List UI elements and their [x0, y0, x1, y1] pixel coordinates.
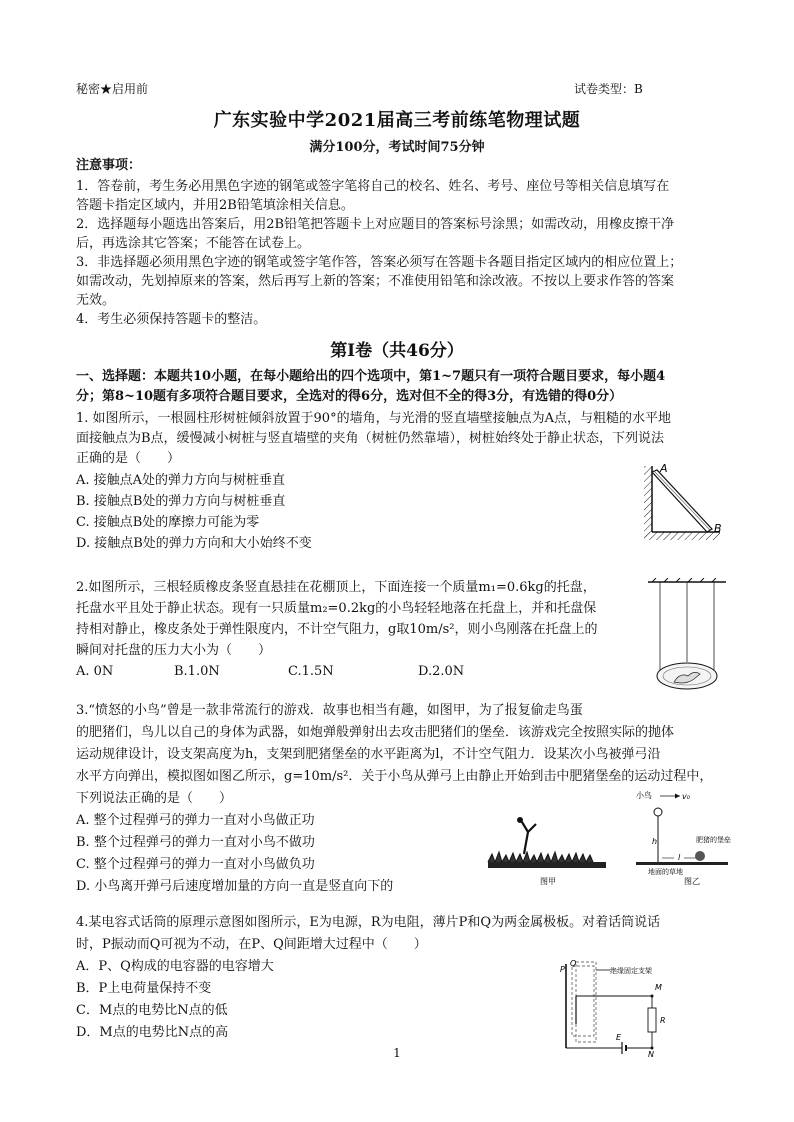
- notice-line: 3．非选择题必须用黑色字迹的钢笔或签字笔作答，答案必须写在答题卡各题目指定区域内的相应位置上；: [76, 255, 683, 270]
- q3-stem-line: 的肥猪们，鸟儿以自己的身体为武器，如炮弹般弹射出去攻击肥猪们的堡垒．该游戏完全按照实际的抛体: [76, 725, 675, 740]
- notice-line: 答题卡指定区域内，并用2B铅笔填涂相关信息。: [76, 198, 354, 213]
- q1-stem-line: 正确的是（ ）: [76, 451, 181, 466]
- q3-option-b: B. 整个过程弹弓的弹力一直对小鸟不做功: [76, 835, 315, 850]
- page-number: 1: [393, 1046, 401, 1060]
- fig-label-l: l: [678, 853, 681, 862]
- fig-label-h: h: [652, 837, 658, 846]
- q4-option-d: D．M点的电势比N点的高: [76, 1025, 229, 1040]
- q4-option-c: C．M点的电势比N点的低: [76, 1003, 228, 1018]
- q2-option-b: B.1.0N: [174, 664, 220, 679]
- q4-stem-line: 4.某电容式话筒的原理示意图如图所示，E为电源，R为电阻，薄片P和Q为两金属极板。对着话筒说话: [76, 915, 661, 930]
- label-n: N: [648, 1050, 654, 1058]
- notice-line: 如需改动，先划掉原来的答案，然后再写上新的答案；不准使用铅笔和涂改液。不按以上要求作答的答案: [76, 274, 675, 289]
- label-support: 绝缘固定支架: [610, 967, 652, 975]
- q3-stem-line: 下列说法正确的是（ ）: [76, 791, 233, 806]
- q2-stem-line: 托盘水平且处于静止状态。现有一只质量m₂=0.2kg的小鸟轻轻地落在托盘上，并和托盘保: [76, 601, 597, 616]
- fig-yi-label: 图乙: [684, 877, 700, 886]
- q1-label-a: A: [660, 462, 668, 475]
- fig-label-fort: 肥猪的堡垒: [696, 836, 731, 844]
- q1-option-d: D. 接触点B处的弹力方向和大小始终不变: [76, 536, 312, 551]
- secret-label: 秘密★启用前: [76, 82, 149, 96]
- label-r: R: [660, 1016, 666, 1025]
- q3-option-d: D. 小鸟离开弹弓后速度增加量的方向一直是竖直向下的: [76, 879, 394, 894]
- label-e: E: [616, 1033, 622, 1042]
- q3-option-a: A. 整个过程弹弓的弹力一直对小鸟做正功: [76, 813, 315, 828]
- q1-figure: [630, 460, 730, 550]
- figure-jia: [488, 817, 606, 886]
- part-heading-line: 分；第8~10题有多项符合题目要求，全选对的得6分，选对但不全的得3分，有选错的得0分）: [76, 389, 623, 404]
- page-title: 广东实验中学2021届高三考前练笔物理试题: [213, 110, 581, 131]
- q1-option-a: A. 接触点A处的弹力方向与树桩垂直: [76, 473, 286, 488]
- q3-stem-line: 运动规律设计，设支架高度为h，支架到肥猪堡垒的水平距离为l，不计空气阻力．设某次小鸟被弹弓沿: [76, 747, 661, 762]
- part-heading-line: 一、选择题：本题共10小题，在每小题给出的四个选项中，第1~7题只有一项符合题目要求，每小题4: [76, 369, 666, 384]
- q2-stem-line: 持相对静止，橡皮条处于弹性限度内，不计空气阻力，g取10m/s²，则小鸟刚落在托盘上的: [76, 622, 598, 637]
- q4-stem-line: 时，P振动而Q可视为不动，在P、Q间距增大过程中（ ）: [76, 937, 427, 952]
- q1-stem-line: 面接触点为B点，缓慢减小树桩与竖直墙壁的夹角（树桩仍然靠墙），树桩始终处于静止状态，下列说法: [76, 431, 665, 446]
- q3-option-c: C. 整个过程弹弓的弹力一直对小鸟做负功: [76, 857, 315, 872]
- paper-type: 试卷类型：B: [574, 82, 643, 96]
- fig-label-v0: v₀: [682, 792, 690, 801]
- slingshot-icon: [522, 822, 536, 854]
- label-m: M: [655, 983, 662, 992]
- q2-stem-line: 瞬间对托盘的压力大小为（ ）: [76, 643, 272, 658]
- notice-line: 2．选择题每小题选出答案后，用2B铅笔把答题卡上对应题目的答案标号涂黑；如需改动，用橡皮擦干净: [76, 217, 675, 232]
- fig-label-bird: 小鸟: [636, 791, 652, 800]
- label-q: Q: [570, 959, 577, 968]
- q2-option-c: C.1.5N: [288, 664, 334, 679]
- figure-yi: [636, 790, 731, 886]
- q1-option-c: C. 接触点B处的摩擦力可能为零: [76, 515, 260, 530]
- q2-figure: [644, 578, 730, 698]
- q3-stem-line: 水平方向弹出，模拟图如图乙所示，g=10m/s²．关于小鸟从弹弓上由静止开始到击中肥猪堡垒的运动过程中，: [76, 769, 713, 784]
- q1-label-b: B: [714, 522, 722, 535]
- q2-option-a: A. 0N: [76, 664, 114, 679]
- section-heading: 第Ⅰ卷（共46分）: [330, 341, 464, 361]
- q3-figures: [486, 790, 732, 890]
- notice-heading: 注意事项：: [76, 158, 142, 173]
- q2-stem-line: 2.如图所示，三根轻质橡皮条竖直悬挂在花棚顶上，下面连接一个质量m₁=0.6kg的托盘，: [76, 580, 596, 595]
- q4-figure: [552, 956, 702, 1058]
- q3-stem-line: 3.“愤怒的小鸟”曾是一款非常流行的游戏．故事也相当有趣，如图甲，为了报复偷走鸟蛋: [76, 703, 583, 718]
- q4-option-a: A．P、Q构成的电容器的电容增大: [76, 959, 274, 974]
- notice-line: 1．答卷前，考生务必用黑色字迹的钢笔或签字笔将自己的校名、姓名、考号、座位号等相关信息填写在: [76, 179, 670, 194]
- q4-option-b: B．P上电荷量保持不变: [76, 981, 212, 996]
- page-subtitle: 满分100分，考试时间75分钟: [309, 140, 485, 155]
- q1-option-b: B. 接触点B处的弹力方向与树桩垂直: [76, 494, 286, 509]
- q2-option-d: D.2.0N: [418, 664, 465, 679]
- q1-stem-line: 1. 如图所示，一根圆柱形树桩倾斜放置于90°的墙角，与光滑的竖直墙壁接触点为A点，与粗糙的水平地: [76, 411, 671, 426]
- label-p: P: [560, 965, 565, 974]
- fig-label-ground: 地面的草地: [648, 868, 683, 876]
- notice-line: 无效。: [76, 293, 116, 308]
- notice-line: 4．考生必须保持答题卡的整洁。: [76, 312, 267, 327]
- notice-line: 后，再选涂其它答案；不能答在试卷上。: [76, 236, 311, 251]
- fig-jia-label: 图甲: [540, 877, 556, 886]
